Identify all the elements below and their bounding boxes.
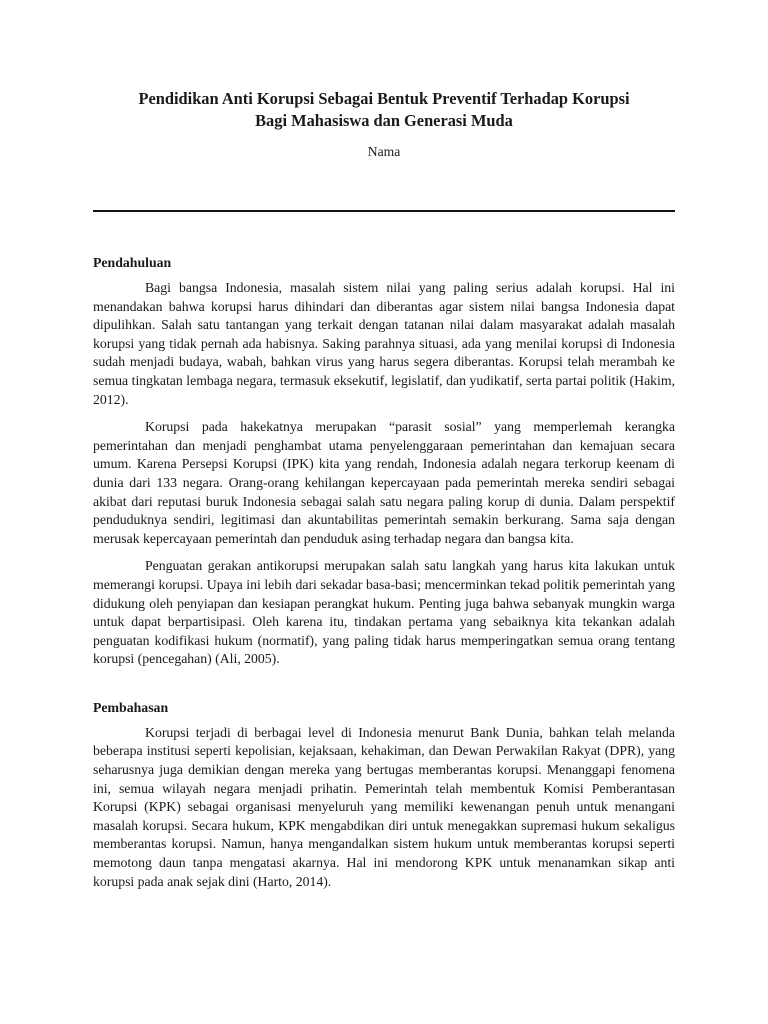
section-pendahuluan [93,254,675,669]
paragraph: Bagi bangsa Indonesia, masalah sistem nilai yang paling serius adalah korupsi. Hal ini menandakan bahwa korupsi harus dihindari dan diberantas agar sistem nilai bangsa Indonesia dapat dipulihkan. Salah satu tantangan yang terkait dengan tatanan nilai dalam masyarakat adalah masalah korupsi yang tidak pernah ada habisnya. Saking parahnya situasi, ada yang menilai korupsi di Indonesia sudah menjadi budaya, wabah, bahkan virus yang harus segera diberantas. Korupsi telah merambah ke semua tingkatan lembaga negara, termasuk eksekutif, legislatif, dan yudikatif, serta partai politik (Hakim, 2012). [93,280,675,407]
section-heading: Pembahasan [93,699,169,715]
paragraph: Penguatan gerakan antikorupsi merupakan salah satu langkah yang harus kita lakukan untuk memerangi korupsi. Upaya ini lebih dari sekadar basa-basi; mencerminkan tekad politik pemerintah yang didukung oleh penyiapan dan kesiapan perangkat hukum. Penting juga bahwa sebanyak mungkin warga untuk dapat berpartisipasi. Oleh karena itu, tindakan pertama yang sebaiknya kita tekankan adalah penguatan kodifikasi hukum (normatif), yang paling tidak harus memperingatkan semua orang tentang korupsi (pencegahan) (Ali, 2005). [93,558,675,667]
section-pembahasan [93,699,675,891]
title-line-2: Bagi Mahasiswa dan Generasi Muda [255,111,513,130]
paragraph: Korupsi pada hakekatnya merupakan “parasit sosial” yang memperlemah kerangka pemerintahan dan menjadi penghambat utama penyelenggaraan pemerintahan dan kemajuan secara umum. Karena Persepsi Korupsi (IPK) kita yang rendah, Indonesia adalah negara terkorup keenam di dunia dari 133 negara. Orang-orang kehilangan kepercayaan pada pemerintah mereka sendiri sebagai akibat dari reputasi buruk Indonesia sebagai salah satu negara paling korup di dunia. Dalam perspektif penduduknya sendiri, legitimasi dan akuntabilitas pemerintah semakin berkurang. Sama saja dengan merusak kepercayaan pemerintah dan penduduk asing terhadap negara dan bangsa kita. [93,419,675,546]
paragraph: Korupsi terjadi di berbagai level di Indonesia menurut Bank Dunia, bahkan telah melanda beberapa institusi seperti kepolisian, kejaksaan, kehakiman, dan Dewan Perwakilan Rakyat (DPR), yang seharusnya juga demikian dengan mereka yang bertugas memberantas korupsi. Menanggapi fenomena ini, semua wilayah negara menjadi prihatin. Pemerintah telah membentuk Komisi Pemberantasan Korupsi (KPK) sebagai organisasi menyeluruh yang memiliki kewenangan penuh untuk menangani masalah korupsi. Secara hukum, KPK mengabdikan diri untuk menegakkan supremasi hukum sekaligus memberantas korupsi. Namun, hanya mengandalkan sistem hukum untuk memberantas korupsi seperti memotong daun tanpa mengatasi akarnya. Hal ini mendorong KPK untuk menanamkan sikap anti korupsi pada anak sejak dini (Harto, 2014). [93,724,675,889]
horizontal-rule [93,210,675,212]
title-line-1: Pendidikan Anti Korupsi Sebagai Bentuk Preventif Terhadap Korupsi [138,89,630,108]
section-heading: Pendahuluan [93,255,172,270]
document-title [93,88,675,132]
author-name: Nama [367,144,401,159]
